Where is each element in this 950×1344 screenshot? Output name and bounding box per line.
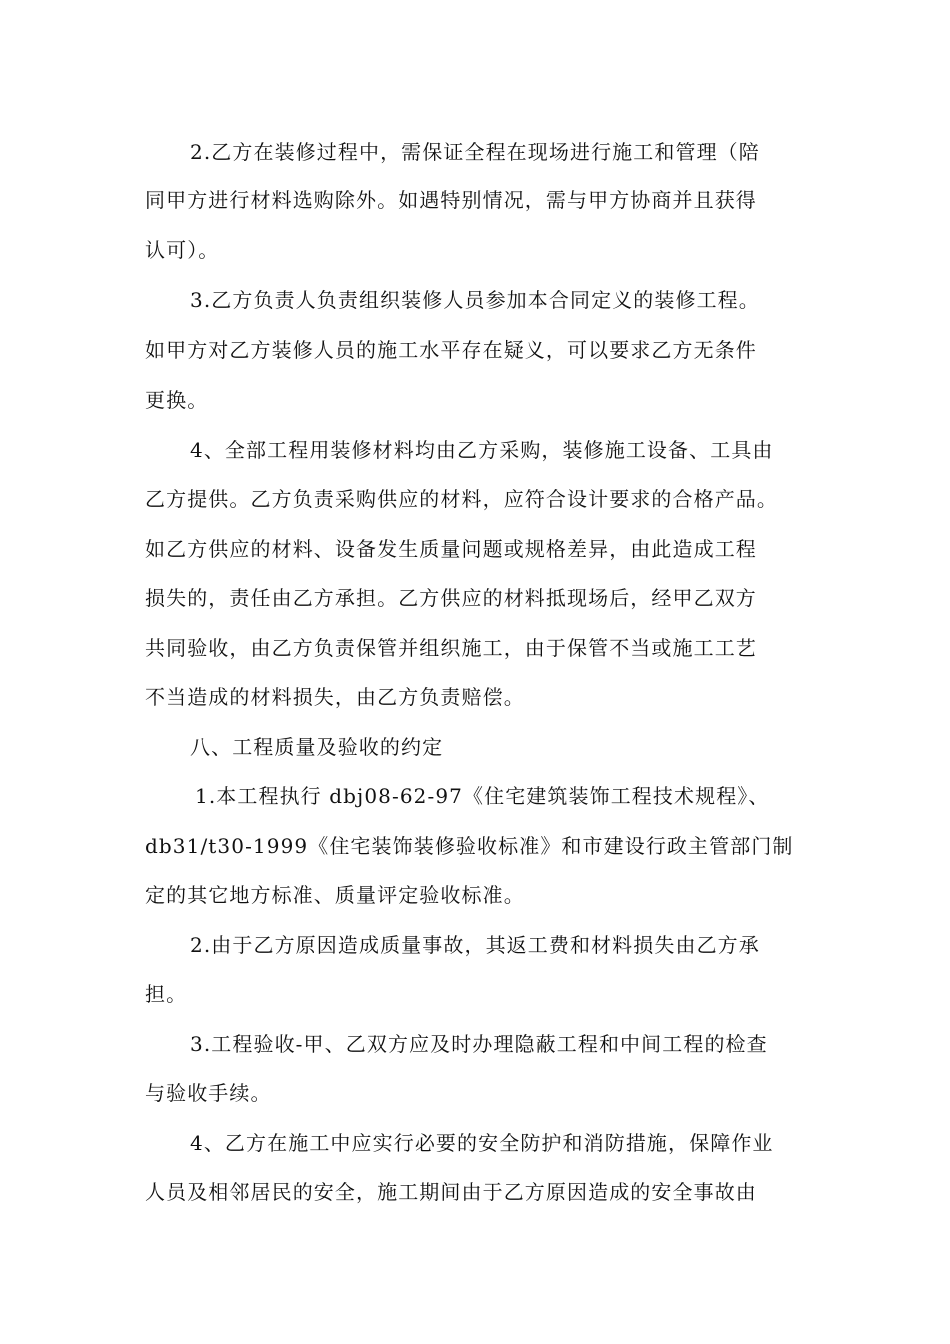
paragraph-line: 定的其它地方标准、质量评定验收标准。 (145, 883, 525, 907)
paragraph-line: 2.乙方在装修过程中，需保证全程在现场进行施工和管理（陪 (190, 140, 760, 164)
paragraph-line: 担。 (145, 982, 188, 1006)
paragraph-line: 与验收手续。 (145, 1081, 272, 1105)
paragraph-line: db31/t30-1999《住宅装饰装修验收标准》和市建设行政主管部门制 (145, 834, 794, 858)
paragraph-line: 同甲方进行材料选购除外。如遇特别情况，需与甲方协商并且获得 (145, 188, 757, 212)
paragraph-line: 4、乙方在施工中应实行必要的安全防护和消防措施，保障作业 (190, 1131, 774, 1155)
paragraph-line: 认可）。 (145, 238, 220, 262)
paragraph-line: 更换。 (145, 388, 209, 412)
paragraph-line: 不当造成的材料损失，由乙方负责赔偿。 (145, 685, 525, 709)
paragraph-line: 乙方提供。乙方负责采购供应的材料，应符合设计要求的合格产品。 (145, 487, 778, 511)
paragraph-line: 3.工程验收-甲、乙双方应及时办理隐蔽工程和中间工程的检查 (190, 1032, 768, 1056)
paragraph-line: 如乙方供应的材料、设备发生质量问题或规格差异，由此造成工程 (145, 537, 757, 561)
paragraph-line: 人员及相邻居民的安全，施工期间由于乙方原因造成的安全事故由 (145, 1180, 757, 1204)
paragraph-line: 4、全部工程用装修材料均由乙方采购，装修施工设备、工具由 (190, 438, 774, 462)
section-heading: 八、工程质量及验收的约定 (190, 735, 444, 759)
paragraph-line: 3.乙方负责人负责组织装修人员参加本合同定义的装修工程。 (190, 288, 760, 312)
paragraph-line: 1.本工程执行 dbj08-62-97《住宅建筑装饰工程技术规程》、 (195, 784, 770, 808)
paragraph-line: 损失的，责任由乙方承担。乙方供应的材料抵现场后，经甲乙双方 (145, 586, 757, 610)
paragraph-line: 共同验收，由乙方负责保管并组织施工，由于保管不当或施工工艺 (145, 636, 757, 660)
paragraph-line: 如甲方对乙方装修人员的施工水平存在疑义，可以要求乙方无条件 (145, 338, 757, 362)
paragraph-line: 2.由于乙方原因造成质量事故，其返工费和材料损失由乙方承 (190, 933, 760, 957)
